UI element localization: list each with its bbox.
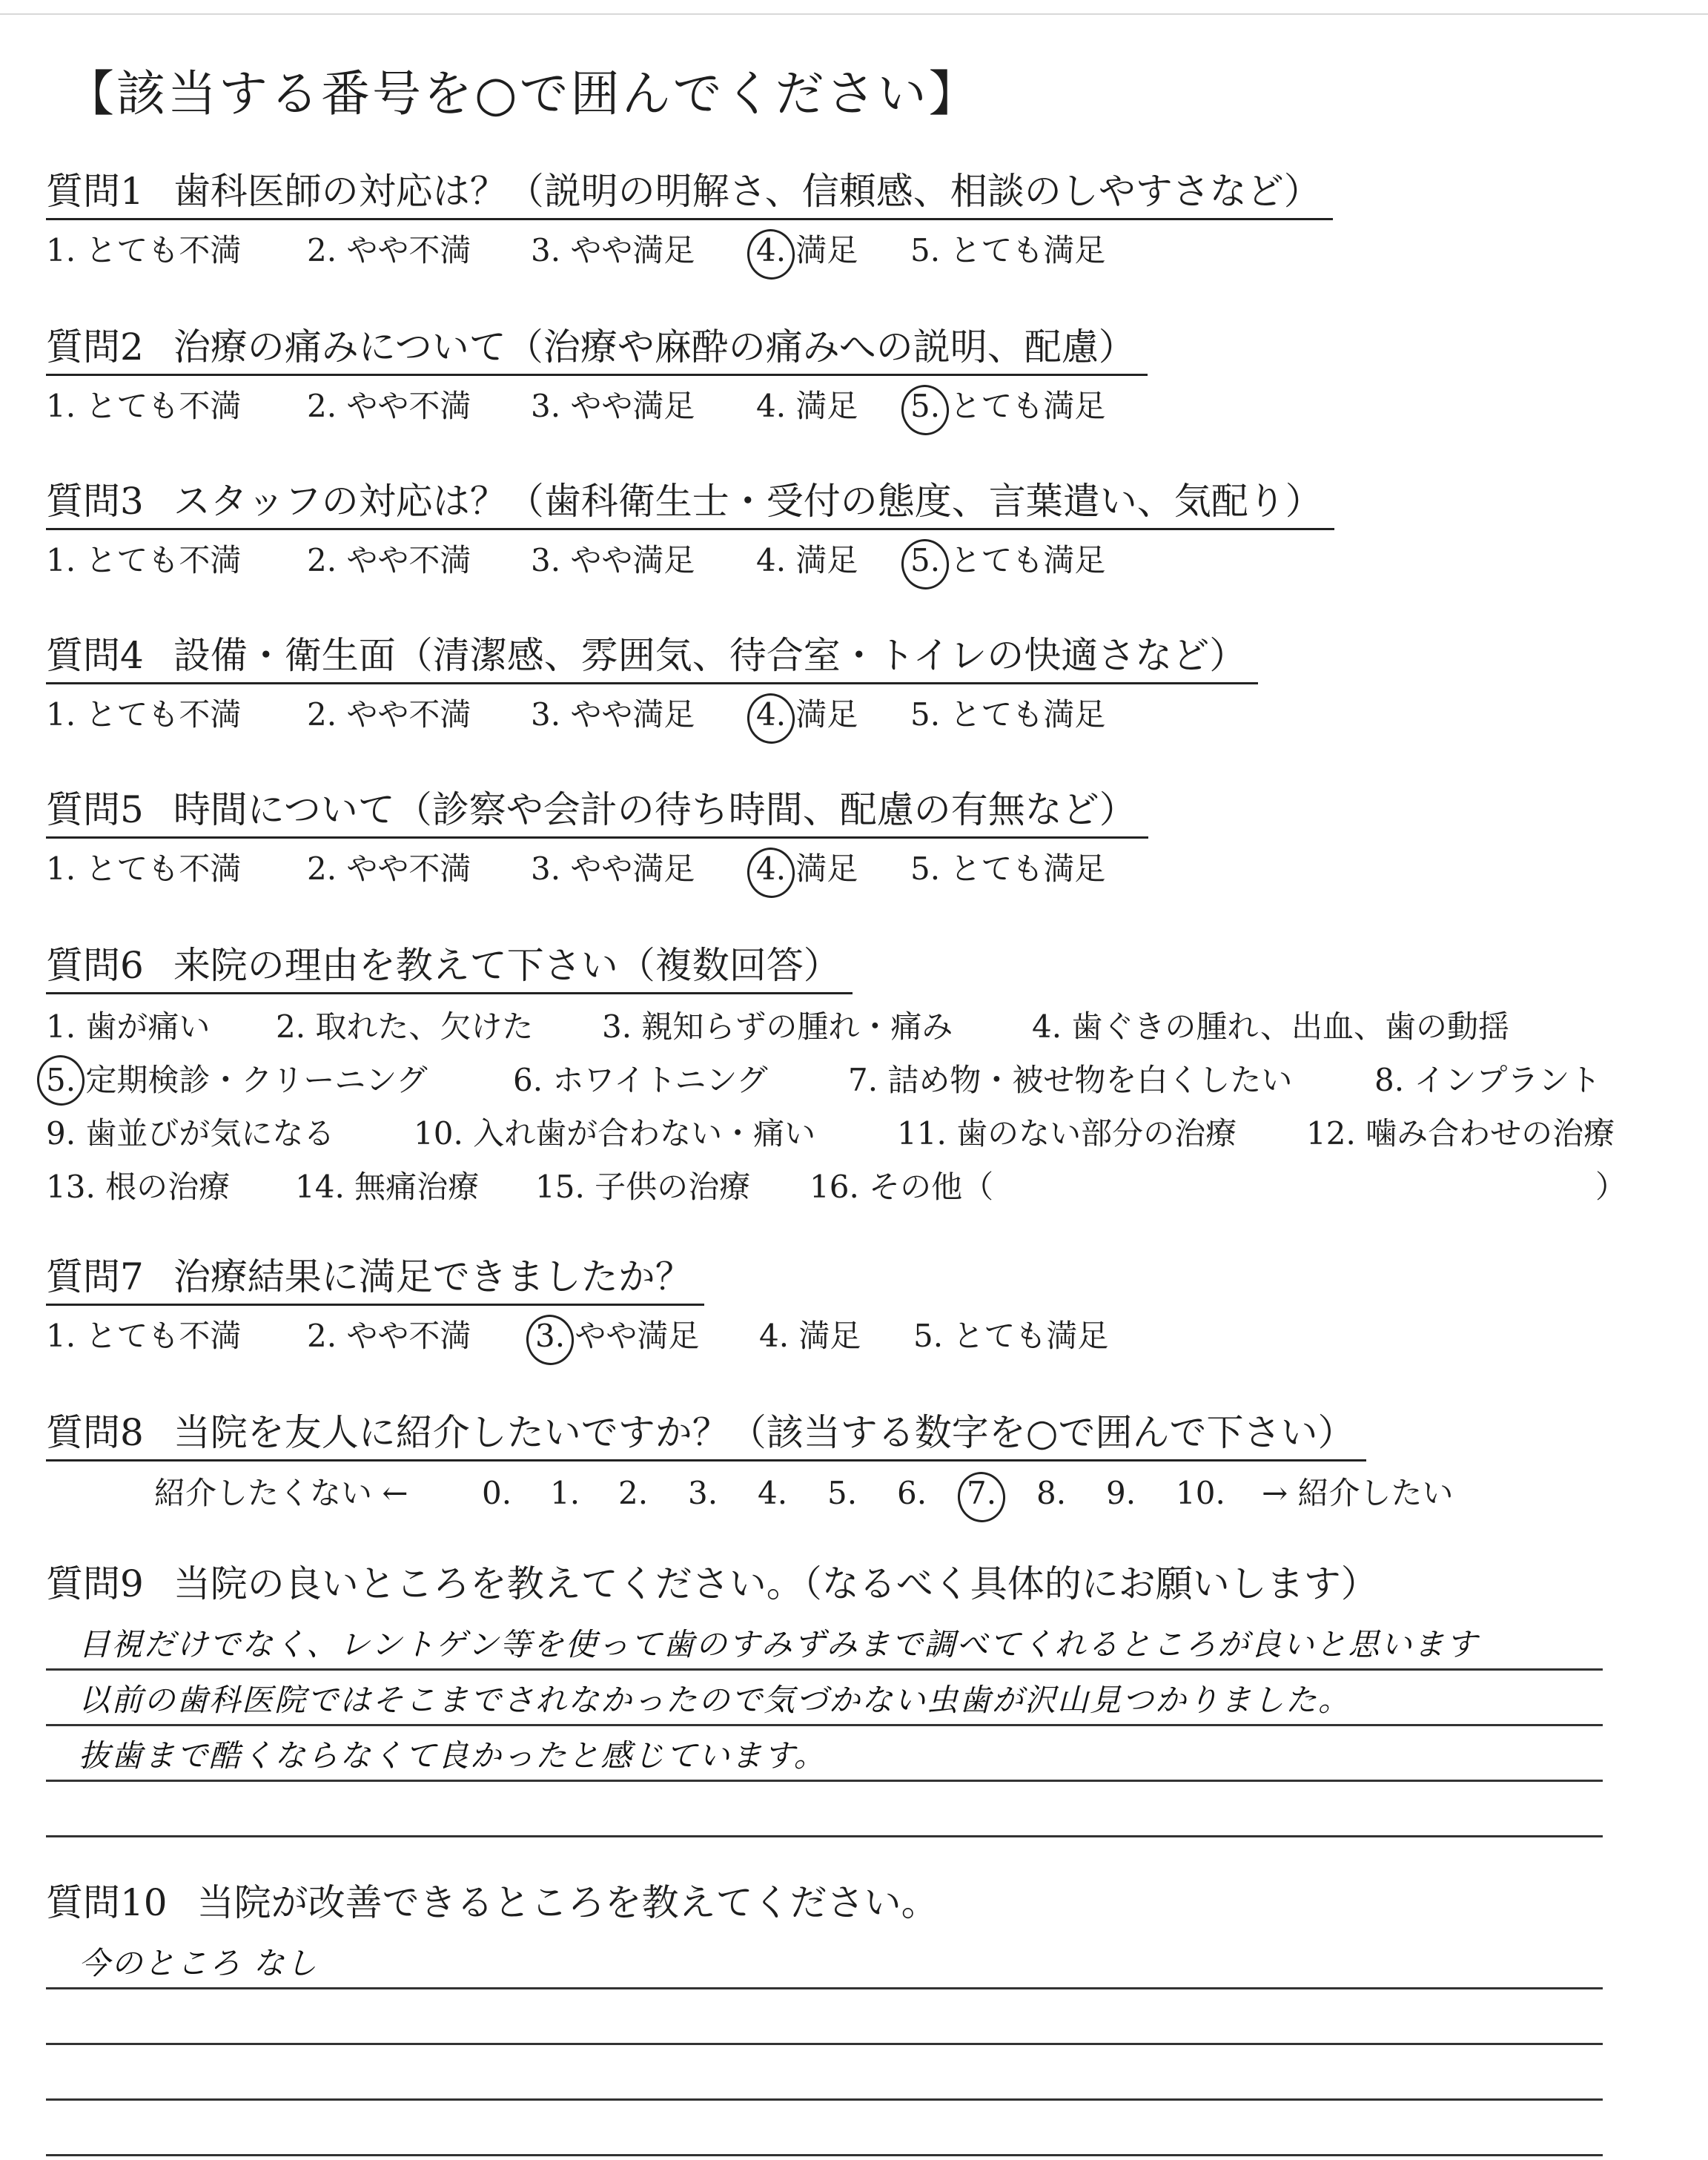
scale-number-4[interactable]: 4.: [758, 1475, 788, 1511]
question-number: 質問4: [46, 634, 144, 677]
option-1[interactable]: 1. とても不満: [46, 542, 242, 578]
recommend-scale: [46, 1470, 1662, 1516]
option-5-circled[interactable]: 5. とても満足: [910, 383, 1105, 429]
option-4-circled[interactable]: 4. 満足: [756, 846, 858, 892]
reason-option-3[interactable]: 3. 親知らずの腫れ・痛み: [602, 1008, 953, 1045]
question-heading: [46, 1406, 1366, 1462]
reason-option-9[interactable]: 9. 歯並びが気になる: [46, 1115, 335, 1152]
reason-option-11[interactable]: 11. 歯のない部分の治療: [897, 1115, 1237, 1152]
question-5: [46, 783, 1662, 892]
reason-option-12[interactable]: 12. 噛み合わせの治療: [1306, 1115, 1615, 1152]
answer-line: [46, 1989, 1603, 2045]
rating-options: [46, 846, 1662, 892]
question-heading: [46, 1557, 1390, 1611]
answer-line: [46, 2101, 1603, 2156]
reason-option-13[interactable]: 13. 根の治療: [46, 1169, 231, 1205]
reason-options: [46, 1000, 1662, 1214]
scale-number-3[interactable]: 3.: [688, 1475, 718, 1511]
answer-line: [46, 2045, 1603, 2101]
option-1[interactable]: 1. とても不満: [46, 851, 242, 887]
answer-line: [46, 1726, 1603, 1782]
question-10: [46, 1876, 1662, 2156]
rating-options: [46, 228, 1662, 274]
option-2[interactable]: 2. やや不満: [307, 696, 471, 733]
scale-number-9[interactable]: 9.: [1106, 1475, 1136, 1511]
option-5[interactable]: 5. とても満足: [910, 696, 1106, 733]
option-2[interactable]: 2. やや不満: [307, 232, 471, 268]
reason-option-14[interactable]: 14. 無痛治療: [295, 1169, 480, 1205]
option-row: [46, 1000, 1662, 1054]
question-heading: [46, 783, 1148, 839]
question-text: スタッフの対応は？（歯科衛生士・受付の態度、言葉遣い、気配り）: [173, 480, 1323, 523]
option-5[interactable]: 5. とても満足: [910, 851, 1106, 887]
answer-line: [46, 1671, 1603, 1726]
free-text-answer[interactable]: [46, 1934, 1603, 2156]
question-heading: [46, 165, 1333, 220]
reason-option-7[interactable]: 7. 詰め物・被せ物を白くしたい: [848, 1062, 1293, 1098]
question-number: 質問3: [46, 480, 144, 523]
option-4-circled[interactable]: 4. 満足: [756, 692, 858, 738]
question-text: 歯科医師の対応は？（説明の明解さ、信頼感、相談のしやすさなど）: [173, 170, 1321, 213]
reason-option-16[interactable]: 16. その他（: [810, 1169, 994, 1205]
option-2[interactable]: 2. やや不満: [307, 851, 471, 887]
option-2[interactable]: 2. やや不満: [307, 542, 471, 578]
top-edge-line: [0, 13, 1708, 15]
question-text: 来院の理由を教えて下さい（複数回答）: [173, 944, 841, 987]
option-row: [46, 1160, 1662, 1214]
option-3[interactable]: 3. やや満足: [531, 851, 695, 887]
option-2[interactable]: 2. やや不満: [307, 388, 471, 424]
question-heading: [46, 1250, 704, 1306]
option-1[interactable]: 1. とても不満: [46, 232, 242, 268]
question-number: 質問9: [46, 1562, 144, 1605]
option-1[interactable]: 1. とても不満: [46, 388, 242, 424]
option-row: [46, 1107, 1662, 1160]
option-3[interactable]: 3. やや満足: [531, 232, 695, 268]
rating-options: [46, 1313, 1662, 1359]
scale-number-6[interactable]: 6.: [897, 1475, 927, 1511]
reason-option-15[interactable]: 15. 子供の治療: [535, 1169, 751, 1205]
option-4[interactable]: 4. 満足: [756, 542, 858, 578]
rating-options: [46, 538, 1662, 584]
question-heading: [46, 629, 1258, 684]
answer-line: [46, 1615, 1603, 1671]
answer-line: [46, 1782, 1603, 1837]
option-2[interactable]: 2. やや不満: [307, 1318, 471, 1354]
handwritten-text: 抜歯まで酷くならなくて良かったと感じています。: [79, 1737, 827, 1774]
option-5[interactable]: 5. とても満足: [913, 1318, 1109, 1354]
option-3[interactable]: 3. やや満足: [531, 542, 695, 578]
question-3: [46, 475, 1662, 584]
handwritten-text: 今のところ なし: [79, 1945, 319, 1981]
page-title: 【該当する番号を○で囲んでください】: [65, 65, 980, 122]
scale-number-10[interactable]: 10.: [1176, 1475, 1225, 1511]
scale-number-1[interactable]: 1.: [550, 1475, 580, 1511]
question-text: 当院を友人に紹介したいですか？（該当する数字を○で囲んで下さい）: [173, 1411, 1355, 1454]
option-row: [46, 1054, 1662, 1107]
rating-options: [46, 383, 1662, 429]
question-text: 当院の良いところを教えてください。（なるべく具体的にお願いします）: [173, 1562, 1378, 1605]
option-5[interactable]: 5. とても満足: [910, 232, 1106, 268]
question-number: 質問5: [46, 788, 144, 831]
handwritten-text: 目視だけでなく、レントゲン等を使って歯のすみずみまで調べてくれるところが良いと思います: [79, 1626, 1479, 1662]
question-text: 設備・衛生面（清潔感、雰囲気、待合室・トイレの快適さなど）: [173, 634, 1247, 677]
option-3[interactable]: 3. やや満足: [531, 696, 695, 733]
scale-number-5[interactable]: 5.: [827, 1475, 858, 1511]
question-heading: [46, 1876, 950, 1929]
question-number: 質問7: [46, 1255, 144, 1298]
question-heading: [46, 475, 1334, 530]
reason-option-10[interactable]: 10. 入れ歯が合わない・痛い: [414, 1115, 816, 1152]
question-2: [46, 320, 1662, 429]
question-number: 質問10: [46, 1881, 168, 1924]
free-text-answer[interactable]: [46, 1615, 1603, 1837]
reason-option-4[interactable]: 4. 歯ぐきの腫れ、出血、歯の動揺: [1032, 1008, 1509, 1045]
handwritten-text: 以前の歯科医院ではそこまでされなかったので気づかない虫歯が沢山見つかりました。: [79, 1682, 1351, 1718]
question-text: 当院が改善できるところを教えてください。: [196, 1881, 939, 1924]
question-text: 時間について（診察や会計の待ち時間、配慮の有無など）: [173, 788, 1136, 831]
reason-option-5-circled[interactable]: 5. 定期検診・クリーニング: [46, 1054, 428, 1107]
question-9: [46, 1557, 1662, 1837]
option-3[interactable]: 3. やや満足: [531, 388, 695, 424]
question-heading: [46, 320, 1148, 376]
question-7: [46, 1250, 1662, 1359]
question-text: 治療結果に満足できましたか？: [173, 1255, 692, 1298]
scale-right-label: → 紹介したい: [1262, 1475, 1454, 1511]
option-4-circled[interactable]: 4. 満足: [756, 228, 858, 274]
scale-left-label: 紹介したくない ←: [154, 1475, 408, 1511]
question-number: 質問8: [46, 1411, 144, 1454]
other-close-paren: ）: [1595, 1169, 1627, 1205]
question-number: 質問1: [46, 170, 144, 213]
rating-options: [46, 692, 1662, 738]
scale-number-2[interactable]: 2.: [618, 1475, 649, 1511]
question-number: 質問2: [46, 326, 144, 369]
option-4[interactable]: 4. 満足: [759, 1318, 861, 1354]
answer-line: [46, 1934, 1603, 1989]
option-1[interactable]: 1. とても不満: [46, 1318, 242, 1354]
option-4[interactable]: 4. 満足: [756, 388, 858, 424]
question-4: [46, 629, 1662, 738]
scale-number-8[interactable]: 8.: [1036, 1475, 1067, 1511]
option-5-circled[interactable]: 5. とても満足: [910, 538, 1105, 584]
reason-option-1[interactable]: 1. 歯が痛い: [46, 1008, 211, 1045]
reason-option-2[interactable]: 2. 取れた、欠けた: [276, 1008, 534, 1045]
question-text: 治療の痛みについて（治療や麻酔の痛みへの説明、配慮）: [173, 326, 1136, 369]
scale-number-0[interactable]: 0.: [482, 1475, 512, 1511]
reason-option-6[interactable]: 6. ホワイトニング: [513, 1062, 768, 1098]
option-1[interactable]: 1. とても不満: [46, 696, 242, 733]
question-number: 質問6: [46, 944, 144, 987]
scale-number-7-circled[interactable]: 7.: [967, 1470, 996, 1516]
question-1: [46, 165, 1662, 274]
question-6: [46, 939, 1662, 1214]
question-heading: [46, 939, 853, 994]
reason-option-8[interactable]: 8. インプラント: [1374, 1062, 1601, 1098]
option-3-circled[interactable]: 3. やや満足: [535, 1313, 699, 1359]
question-8: [46, 1406, 1662, 1516]
